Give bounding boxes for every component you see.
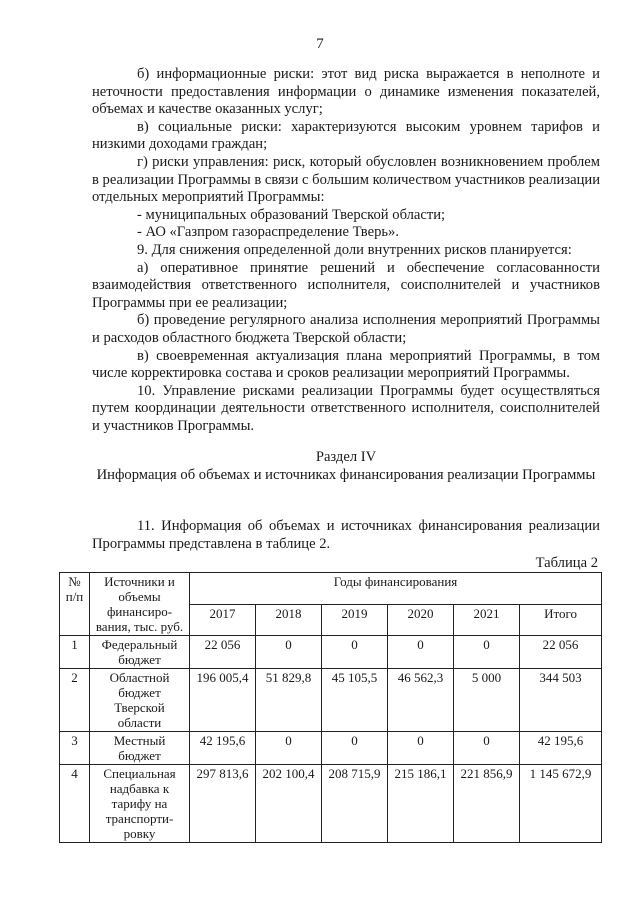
cell-value: 221 856,9 xyxy=(454,765,520,843)
cell-value: 297 813,6 xyxy=(190,765,256,843)
cell-value: 0 xyxy=(322,636,388,669)
cell-value: 0 xyxy=(388,732,454,765)
section-heading xyxy=(92,448,600,484)
paragraph-9: 9. Для снижения определенной доли внутренних рисков планируется: xyxy=(137,241,572,258)
paragraph-9c: в) своевременная актуализация плана мероприятий Программы, в том числе корректировка состава и сроков реализации мероприятий Программы. xyxy=(92,347,600,382)
cell-value: 0 xyxy=(322,732,388,765)
paragraph-11: 11. Информация об объемах и источниках финансирования реализации Программы представлена в таблице 2. xyxy=(92,518,600,552)
cell-value: 0 xyxy=(388,636,454,669)
paragraph-9b: б) проведение регулярного анализа исполнения мероприятий Программы и расходов областного бюджета Тверской области; xyxy=(92,312,600,346)
table-row xyxy=(60,765,602,843)
cell-value: 208 715,9 xyxy=(322,765,388,843)
cell-total: 22 056 xyxy=(520,636,602,669)
cell-source: Местный бюджет xyxy=(90,732,190,765)
cell-value: 45 105,5 xyxy=(322,669,388,732)
paragraph-9a: а) оперативное принятие решений и обеспечение согласованности взаимодействия ответственного исполнителя, соисполнителей и участников Программы при ее реализации; xyxy=(92,259,600,311)
cell-source: Областной бюджет Тверской области xyxy=(90,669,190,732)
cell-source: Специальная надбавка к тарифу на транспорти-ровку xyxy=(90,765,190,843)
paragraph-management-risks: г) риски управления: риск, который обусловлен возникновением проблем в реализации Программы в связи с большим количеством участников реализации отдельных мероприятий Программы: xyxy=(92,153,600,206)
cell-value: 0 xyxy=(454,636,520,669)
header-source: Источники и объемы финансиро-вания, тыс. руб. xyxy=(90,573,190,636)
header-total: Итого xyxy=(520,604,602,636)
header-num: № п/п xyxy=(60,573,90,636)
paragraph-info-risks: б) информационные риски: этот вид риска выражается в неполноте и неточности предоставления информации о динамике изменения показателей, объемах и качестве оказанных услуг; xyxy=(92,66,600,118)
cell-value: 22 056 xyxy=(190,636,256,669)
cell-num: 3 xyxy=(60,732,90,765)
section-number: Раздел IV xyxy=(315,449,377,465)
cell-value: 196 005,4 xyxy=(190,669,256,732)
cell-source: Федеральный бюджет xyxy=(90,636,190,669)
cell-value: 46 562,3 xyxy=(388,669,454,732)
cell-num: 2 xyxy=(60,669,90,732)
cell-num: 4 xyxy=(60,765,90,843)
header-year: 2021 xyxy=(454,604,520,636)
section-title: Информация об объемах и источниках финансирования реализации Программы xyxy=(96,467,596,483)
table-caption: Таблица 2 xyxy=(535,555,598,571)
table-row xyxy=(60,669,602,732)
header-years-group: Годы финансирования xyxy=(190,573,602,605)
cell-value: 215 186,1 xyxy=(388,765,454,843)
table-row xyxy=(60,636,602,669)
table-header-row xyxy=(60,573,602,605)
paragraph-10: 10. Управление рисками реализации Программы будет осуществляться путем координации деятельности ответственного исполнителя, соисполнителей и участников Программы. xyxy=(92,382,600,434)
table-row xyxy=(60,732,602,765)
header-year: 2019 xyxy=(322,604,388,636)
cell-value: 5 000 xyxy=(454,669,520,732)
cell-value: 42 195,6 xyxy=(190,732,256,765)
paragraph-gazprom-list-item: - АО «Газпром газораспределение Тверь». xyxy=(137,224,399,241)
cell-value: 0 xyxy=(256,636,322,669)
financing-table xyxy=(59,572,602,843)
page-number: 7 xyxy=(316,36,324,52)
paragraph-11-block xyxy=(92,518,600,553)
header-year: 2020 xyxy=(388,604,454,636)
cell-total: 344 503 xyxy=(520,669,602,732)
cell-total: 1 145 672,9 xyxy=(520,765,602,843)
cell-total: 42 195,6 xyxy=(520,732,602,765)
cell-num: 1 xyxy=(60,636,90,669)
cell-value: 202 100,4 xyxy=(256,765,322,843)
header-year: 2017 xyxy=(190,604,256,636)
paragraph-municipal-list-item: - муниципальных образований Тверской области; xyxy=(137,206,446,223)
paragraph-social-risks: в) социальные риски: характеризуются высоким уровнем тарифов и низкими доходами граждан; xyxy=(92,118,600,153)
cell-value: 0 xyxy=(256,732,322,765)
cell-value: 0 xyxy=(454,732,520,765)
body-text xyxy=(92,66,600,435)
cell-value: 51 829,8 xyxy=(256,669,322,732)
header-year: 2018 xyxy=(256,604,322,636)
